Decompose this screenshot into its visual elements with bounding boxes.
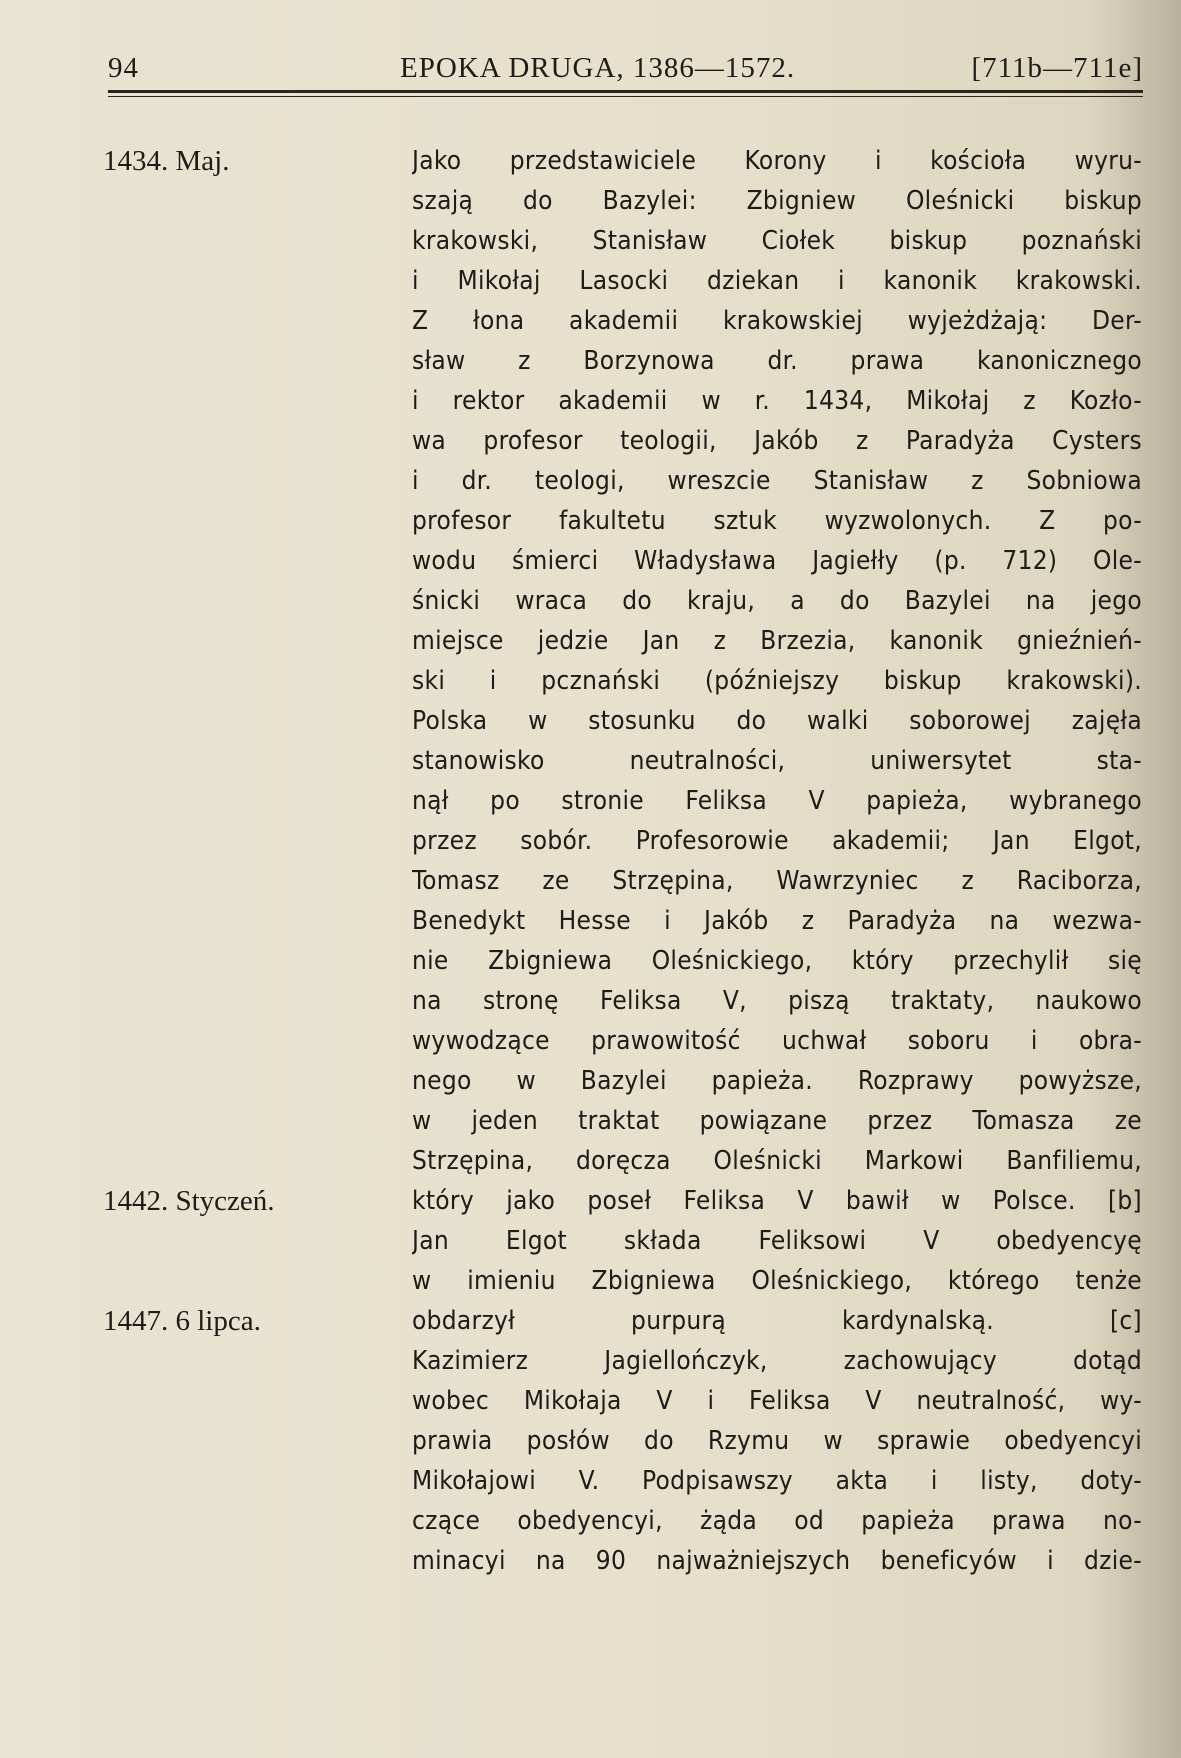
text-line: Jako przedstawiciele Korony i kościoła wyru- bbox=[412, 146, 1142, 176]
body-text bbox=[412, 141, 1142, 1581]
text-line: nął po stronie Feliksa V papieża, wybranego bbox=[412, 786, 1142, 816]
text-line: nie Zbigniewa Oleśnickiego, który przechylił się bbox=[412, 946, 1142, 976]
text-line: Jan Elgot składa Feliksowi V obedyencyę bbox=[412, 1226, 1142, 1256]
text-line: ski i pcznański (późniejszy biskup krakowski). bbox=[412, 666, 1142, 696]
text-line: prawia posłów do Rzymu w sprawie obedyencyi bbox=[412, 1426, 1142, 1456]
text-line: profesor fakultetu sztuk wyzwolonych. Z po- bbox=[412, 506, 1142, 536]
text-line: wa profesor teologii, Jakób z Paradyża Cysters bbox=[412, 426, 1142, 456]
text-line: minacyi na 90 najważniejszych beneficyów i dzie- bbox=[412, 1546, 1142, 1576]
text-line: szają do Bazylei: Zbigniew Oleśnicki biskup bbox=[412, 186, 1142, 216]
text-line: przez sobór. Profesorowie akademii; Jan Elgot, bbox=[412, 826, 1142, 856]
text-line: Polska w stosunku do walki soborowej zajęła bbox=[412, 706, 1142, 736]
text-line: który jako poseł Feliksa V bawił w Polsce. [b] bbox=[412, 1186, 1142, 1216]
text-line: sław z Borzynowa dr. prawa kanonicznego bbox=[412, 346, 1142, 376]
header-rule-thin bbox=[108, 96, 1143, 97]
text-line: na stronę Feliksa V, piszą traktaty, naukowo bbox=[412, 986, 1142, 1016]
text-line: Benedykt Hesse i Jakób z Paradyża na wezwa- bbox=[412, 906, 1142, 936]
margin-date: 1447. 6 lipca. bbox=[103, 1305, 261, 1337]
running-title: EPOKA DRUGA, 1386—1572. bbox=[400, 52, 796, 84]
text-line: miejsce jedzie Jan z Brzezia, kanonik gnieźnień- bbox=[412, 626, 1142, 656]
margin-date: 1442. Styczeń. bbox=[103, 1185, 275, 1217]
page-number: 94 bbox=[108, 52, 139, 84]
text-line: wobec Mikołaja V i Feliksa V neutralność, wy- bbox=[412, 1386, 1142, 1416]
text-line: Strzępina, doręcza Oleśnicki Markowi Banfiliemu, bbox=[412, 1146, 1142, 1176]
page-header bbox=[108, 42, 1143, 90]
text-line: Mikołajowi V. Podpisawszy akta i listy, doty- bbox=[412, 1466, 1142, 1496]
margin-date: 1434. Maj. bbox=[103, 145, 230, 177]
header-rule bbox=[108, 90, 1143, 93]
text-line: czące obedyencyi, żąda od papieża prawa no- bbox=[412, 1506, 1142, 1536]
text-line: i dr. teologi, wreszcie Stanisław z Sobniowa bbox=[412, 466, 1142, 496]
text-line: i rektor akademii w r. 1434, Mikołaj z Kozło- bbox=[412, 386, 1142, 416]
text-line: wodu śmierci Władysława Jagiełły (p. 712) Ole- bbox=[412, 546, 1142, 576]
text-line: Z łona akademii krakowskiej wyjeżdżają: Der- bbox=[412, 306, 1142, 336]
text-line: w imieniu Zbigniewa Oleśnickiego, którego tenże bbox=[412, 1266, 1142, 1296]
section-range: [711b—711e] bbox=[971, 52, 1143, 84]
text-line: obdarzył purpurą kardynalską. [c] bbox=[412, 1306, 1142, 1336]
text-line: wywodzące prawowitość uchwał soboru i obra- bbox=[412, 1026, 1142, 1056]
text-line: Tomasz ze Strzępina, Wawrzyniec z Raciborza, bbox=[412, 866, 1142, 896]
text-line: nego w Bazylei papieża. Rozprawy powyższe, bbox=[412, 1066, 1142, 1096]
text-line: krakowski, Stanisław Ciołek biskup poznański bbox=[412, 226, 1142, 256]
text-line: śnicki wraca do kraju, a do Bazylei na jego bbox=[412, 586, 1142, 616]
text-line: w jeden traktat powiązane przez Tomasza ze bbox=[412, 1106, 1142, 1136]
text-line: Kazimierz Jagiellończyk, zachowujący dotąd bbox=[412, 1346, 1142, 1376]
text-line: stanowisko neutralności, uniwersytet sta- bbox=[412, 746, 1142, 776]
text-line: i Mikołaj Lasocki dziekan i kanonik krakowski. bbox=[412, 266, 1142, 296]
